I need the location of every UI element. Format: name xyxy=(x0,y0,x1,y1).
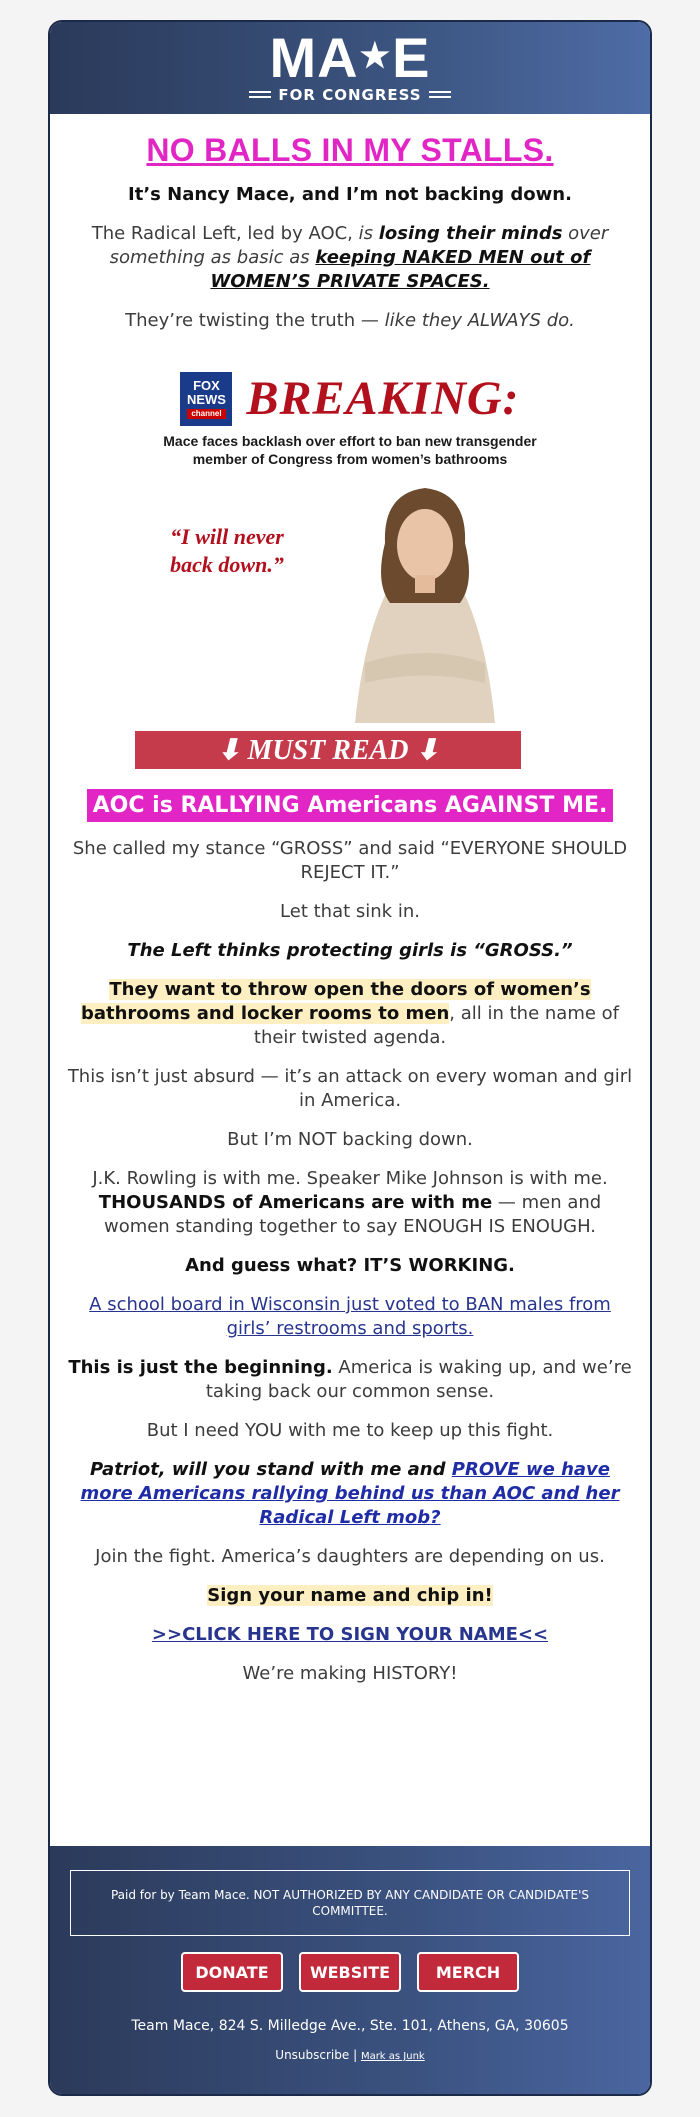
logo-wordmark xyxy=(269,25,431,89)
portrait-face xyxy=(397,509,453,581)
paragraph-its-working: And guess what? IT’S WORKING. xyxy=(185,1255,515,1276)
prove-link[interactable]: PROVE we have more Americans rallying behind us than AOC and her Radical Left mob? xyxy=(80,1459,620,1528)
donate-button[interactable]: DONATE xyxy=(181,1952,283,1992)
email-body xyxy=(50,132,650,1686)
paragraph-patriot: Patriot, will you stand with me and PROVE we have more Americans rallying behind us than AOC and her Radical Left mob? xyxy=(80,1459,620,1528)
unsubscribe-link[interactable]: Unsubscribe xyxy=(275,2048,350,2062)
website-button[interactable]: WEBSITE xyxy=(299,1952,401,1992)
paid-for-disclaimer: Paid for by Team Mace. NOT AUTHORIZED BY ANY CANDIDATE OR CANDIDATE'S COMMITTEE. xyxy=(70,1870,630,1936)
paragraph-left-thinks: The Left thinks protecting girls is “GROSS.” xyxy=(127,940,573,961)
paragraph-click-here xyxy=(62,1623,638,1647)
paragraph-history: We’re making HISTORY! xyxy=(242,1663,458,1684)
merch-button[interactable]: MERCH xyxy=(417,1952,519,1992)
logo-bars-right xyxy=(429,91,451,98)
breaking-row xyxy=(135,371,565,426)
paragraph-gross-stance: She called my stance “GROSS” and said “EVERYONE SHOULD REJECT IT.” xyxy=(72,838,628,883)
paragraph-twisting-truth: They’re twisting the truth — like they ALWAYS do. xyxy=(125,310,575,331)
paragraph-need-you: But I need YOU with me to keep up this fight. xyxy=(146,1420,554,1441)
sign-name-link[interactable]: >>CLICK HERE TO SIGN YOUR NAME<< xyxy=(151,1624,549,1645)
intro-line: It’s Nancy Mace, and I’m not backing down. xyxy=(128,184,572,205)
logo-word-left: MA xyxy=(269,25,359,89)
must-read-banner[interactable]: ⬇ MUST READ ⬇ xyxy=(135,731,521,769)
footer-button-row xyxy=(50,1952,650,1992)
portrait-neck xyxy=(415,575,435,593)
paragraph-radical-left: The Radical Left, led by AOC, is losing their minds over something as basic as keeping NAKED MEN out of WOMEN’S PRIVATE SPACES. xyxy=(91,223,609,292)
email-header xyxy=(50,22,650,114)
mark-junk-link[interactable]: Mark as Junk xyxy=(360,2051,425,2062)
logo-star-icon: ★ xyxy=(359,36,392,75)
logo-word-right: E xyxy=(392,25,431,89)
breaking-news-graphic[interactable] xyxy=(135,371,565,769)
fox-news-logo: FOX NEWS channel xyxy=(180,372,232,426)
logo-subtitle xyxy=(249,86,450,104)
paragraph-not-backing-down: But I’m NOT backing down. xyxy=(227,1129,473,1150)
logo-bars-left xyxy=(249,91,271,98)
headline: NO BALLS IN MY STALLS. xyxy=(146,132,554,168)
breaking-subheadline: Mace faces backlash over effort to ban new transgender member of Congress from women’s bathrooms xyxy=(163,433,537,467)
paragraph-open-doors: They want to throw open the doors of women’s bathrooms and locker rooms to men, all in the name of their twisted agenda. xyxy=(80,979,620,1048)
paragraph-join-fight: Join the fight. America’s daughters are depending on us. xyxy=(95,1546,605,1567)
paragraph-beginning: This is just the beginning. America is waking up, and we’re taking back our common sense. xyxy=(68,1357,632,1402)
unsubscribe-line: Unsubscribe | Mark as Junk xyxy=(275,2048,425,2062)
paragraph-sign-chip: Sign your name and chip in! xyxy=(207,1585,493,1606)
paragraph-supporters: J.K. Rowling is with me. Speaker Mike Johnson is with me. THOUSANDS of Americans are with me — men and women standing together to say ENOUGH IS ENOUGH. xyxy=(92,1168,608,1237)
paragraph-absurd: This isn’t just absurd — it’s an attack on every woman and girl in America. xyxy=(67,1066,633,1111)
aoc-rallying-banner: AOC is RALLYING Americans AGAINST ME. xyxy=(87,789,614,822)
wisconsin-link[interactable]: A school board in Wisconsin just voted to BAN males from girls’ restrooms and sports. xyxy=(89,1294,611,1339)
campaign-logo xyxy=(249,25,450,104)
pull-quote: “I will never back down.” xyxy=(170,524,284,577)
email-footer xyxy=(50,1846,650,2094)
mailing-address: Team Mace, 824 S. Milledge Ave., Ste. 101, Athens, GA, 30605 xyxy=(131,2018,569,2034)
logo-sub-text: FOR CONGRESS xyxy=(278,85,422,104)
paragraph-wisconsin xyxy=(62,1293,638,1341)
paragraph-sink-in: Let that sink in. xyxy=(280,901,420,922)
breaking-title: BREAKING: xyxy=(246,372,520,425)
email-card xyxy=(48,20,652,2096)
portrait-image xyxy=(325,473,525,723)
